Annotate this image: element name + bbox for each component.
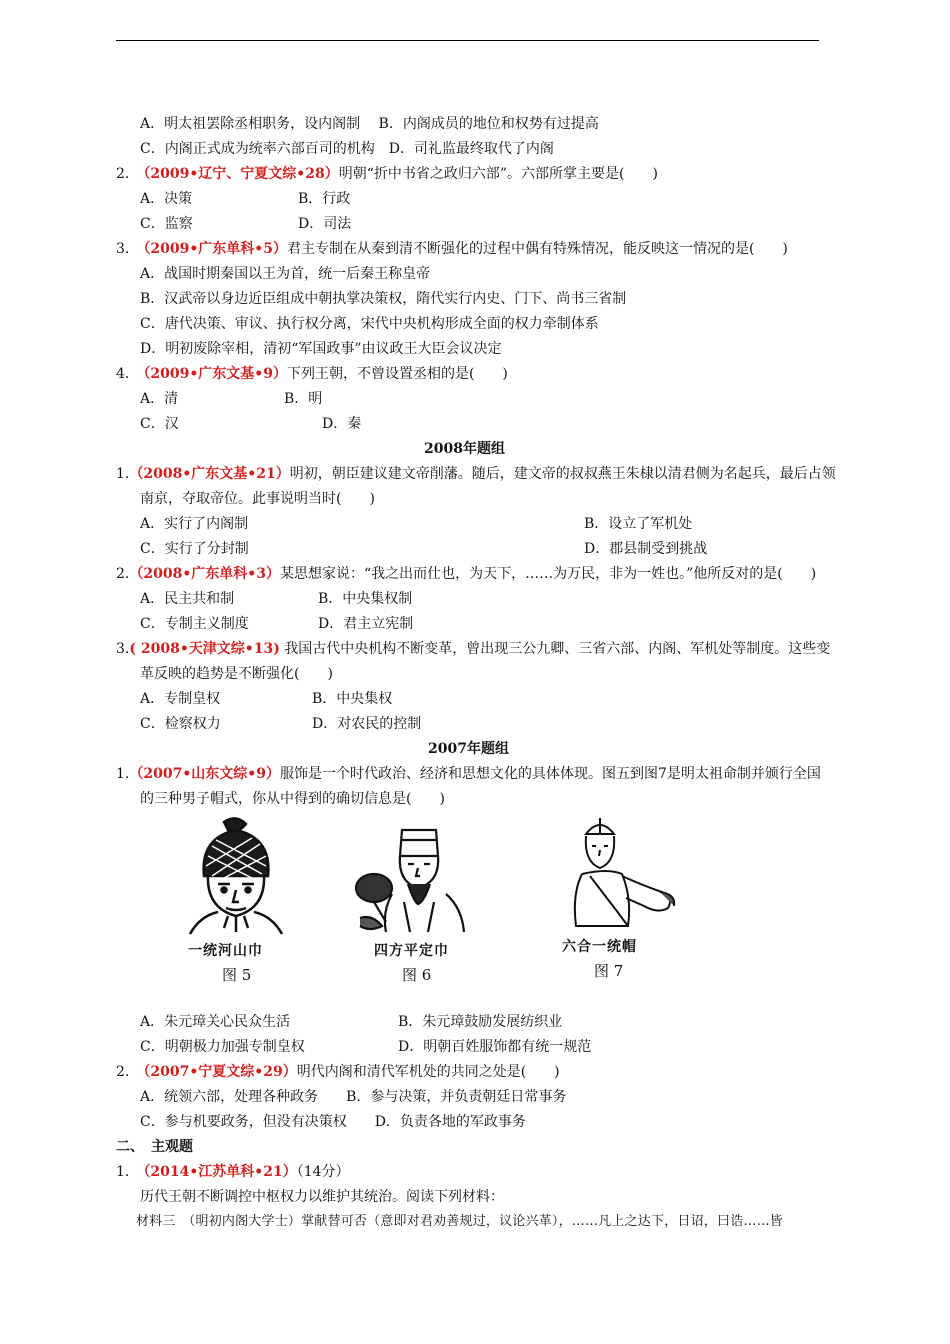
figure-7-portrait	[564, 814, 684, 932]
text-line	[116, 1137, 193, 1157]
line-text: A．统领六部，处理各种政务 B．参与决策，并负责朝廷日常事务	[140, 1089, 567, 1105]
text-line	[140, 189, 192, 209]
line-text: C．参与机要政务，但没有决策权 D．负责各地的军政事务	[140, 1114, 526, 1130]
text-line	[140, 339, 502, 359]
line-text: B．朱元璋鼓励发展纺织业	[398, 1014, 563, 1030]
text-line	[398, 1012, 562, 1032]
text-line	[318, 589, 412, 609]
question-source: （2007•山东文综•9）	[129, 766, 280, 782]
hat-figures	[170, 808, 720, 988]
line-text: 明朝“折中书省之政归六部”。六部所掌主要是( )	[338, 166, 658, 182]
line-text: 我国古代中央机构不断变革，曾出现三公九卿、三省六部、内阁、军机处等制度。这些变	[279, 641, 831, 657]
text-line	[322, 414, 361, 434]
text-line	[116, 164, 658, 184]
line-text: C．实行了分封制	[140, 541, 249, 557]
text-line	[140, 489, 375, 509]
line-text: 下列王朝，不曾设置丞相的是( )	[286, 366, 508, 382]
figure-6-label: 图 6	[402, 966, 432, 984]
line-text: 明初，朝臣建议建文帝削藩。随后，建文帝的叔叔燕王朱棣以清君侧为名起兵，最后占领	[289, 466, 836, 482]
text-line	[140, 589, 234, 609]
line-text: B．行政	[298, 191, 351, 207]
figure-6-portrait	[352, 822, 482, 934]
line-text: B．中央集权	[312, 691, 393, 707]
text-line	[140, 289, 626, 309]
line-text: A．朱元璋关心民众生活	[140, 1014, 291, 1030]
line-text: D．对农民的控制	[312, 716, 422, 732]
line-text: 南京，夺取帝位。此事说明当时( )	[140, 491, 375, 507]
line-text: C．监察	[140, 216, 193, 232]
line-text: A．实行了内阁制	[140, 516, 249, 532]
line-text: D．秦	[322, 416, 362, 432]
header-rule	[116, 40, 819, 41]
question-number: 2.	[116, 166, 144, 182]
text-line	[584, 539, 707, 559]
question-source: ( 2008•天津文综•13)	[129, 641, 280, 657]
line-text: 革反映的趋势是不断强化( )	[140, 666, 333, 682]
line-text: C．唐代决策、审议、执行权分离，宋代中央机构形成全面的权力牵制体系	[140, 316, 599, 332]
text-line	[116, 464, 836, 484]
question-number: 2.	[116, 566, 130, 582]
text-line	[116, 764, 821, 784]
text-line	[116, 364, 508, 384]
line-text: C．明朝极力加强专制皇权	[140, 1039, 305, 1055]
line-text: 的三种男子帽式，你从中得到的确切信息是( )	[140, 791, 445, 807]
question-source: （2007•宁夏文综•29）	[143, 1064, 297, 1080]
figure-5-portrait	[176, 816, 296, 936]
line-text: （14分）	[296, 1164, 350, 1180]
line-text: D．明朝百姓服饰都有统一规范	[398, 1039, 592, 1055]
question-source: （2008•广东单科•3）	[129, 566, 280, 582]
text-line	[136, 1212, 783, 1232]
text-line	[140, 714, 221, 734]
text-line	[284, 389, 322, 409]
question-number: 3.	[116, 241, 144, 257]
question-number: 4.	[116, 366, 144, 382]
line-text: 服饰是一个时代政治、经济和思想文化的具体体现。图五到图7是明太祖命制并颁行全国	[279, 766, 821, 782]
question-source: （2008•广东文基•21）	[129, 466, 290, 482]
question-source: （2009•广东单科•5）	[143, 241, 287, 257]
line-text: 材料三 （明初内阁大学士）掌献替可否（意即对君劝善规过，议论兴革），……凡上之达下，日诏，曰诰……皆	[136, 1214, 784, 1229]
text-line	[140, 539, 249, 559]
question-number: 2.	[116, 1064, 144, 1080]
text-line	[298, 189, 350, 209]
text-line	[140, 789, 445, 809]
line-text: D．君主立宪制	[318, 616, 414, 632]
text-line	[312, 689, 392, 709]
text-line	[140, 414, 179, 434]
line-text: 二、 主观题	[116, 1139, 193, 1155]
figure-5-caption: 一统河山巾	[188, 943, 263, 959]
text-line	[116, 1162, 350, 1182]
question-source: （2009•广东文基•9）	[143, 366, 287, 382]
text-line	[298, 214, 351, 234]
question-source: （2009•辽宁、宁夏文综•28）	[143, 166, 339, 182]
text-line	[140, 689, 220, 709]
figure-7-label: 图 7	[594, 962, 624, 980]
figure-7-caption: 六合一统帽	[562, 939, 637, 955]
line-text: 2008年题组	[424, 441, 505, 457]
text-line	[140, 264, 430, 284]
question-number: 1.	[116, 1164, 144, 1180]
line-text: A．民主共和制	[140, 591, 235, 607]
text-line	[424, 439, 505, 459]
line-text: C．汉	[140, 416, 179, 432]
line-text: C．专制主义制度	[140, 616, 249, 632]
text-line	[116, 239, 788, 259]
text-line	[140, 1012, 290, 1032]
line-text: 明代内阁和清代军机处的共同之处是( )	[296, 1064, 560, 1080]
text-line	[140, 1037, 305, 1057]
line-text: B．汉武帝以身边近臣组成中朝执掌决策权，隋代实行内史、门下、尚书三省制	[140, 291, 627, 307]
line-text: D．明初废除宰相，清初“军国政事”由议政王大臣会议决定	[140, 341, 502, 357]
text-line	[140, 514, 248, 534]
text-line	[140, 1187, 504, 1207]
text-line	[140, 1087, 566, 1107]
line-text: 2007年题组	[428, 741, 509, 757]
line-text: 历代王朝不断调控中枢权力以维护其统治。阅读下列材料：	[140, 1189, 504, 1205]
question-number: 1.	[116, 466, 130, 482]
text-line	[140, 314, 599, 334]
line-text: C．内阁正式成为统率六部百司的机构 D．司礼监最终取代了内阁	[140, 141, 554, 157]
line-text: 某思想家说：“我之出而仕也，为天下，……为万民，非为一姓也。”他所反对的是( )	[279, 566, 817, 582]
text-line	[140, 614, 249, 634]
line-text: B．设立了军机处	[584, 516, 693, 532]
line-text: A．专制皇权	[140, 691, 221, 707]
line-text: A．清	[140, 391, 179, 407]
text-line	[398, 1037, 591, 1057]
line-text: A．决策	[140, 191, 193, 207]
text-line	[116, 639, 830, 659]
figure-5-label: 图 5	[222, 966, 252, 984]
text-line	[140, 114, 599, 134]
text-line	[140, 139, 554, 159]
text-line	[140, 214, 193, 234]
text-line	[140, 664, 333, 684]
question-source: （2014•江苏单科•21）	[143, 1164, 297, 1180]
line-text: A．战国时期秦国以王为首，统一后秦王称皇帝	[140, 266, 431, 282]
text-line	[116, 1062, 560, 1082]
line-text: D．郡县制受到挑战	[584, 541, 708, 557]
text-line	[140, 1112, 526, 1132]
text-line	[116, 564, 816, 584]
line-text: D．司法	[298, 216, 352, 232]
text-line	[140, 389, 178, 409]
line-text: A．明太祖罢除丞相职务，设内阁制 B．内阁成员的地位和权势有过提高	[140, 116, 599, 132]
text-line	[318, 614, 413, 634]
line-text: 君主专制在从秦到清不断强化的过程中偶有特殊情况，能反映这一情况的是( )	[286, 241, 788, 257]
line-text: B．中央集权制	[318, 591, 413, 607]
text-line	[584, 514, 692, 534]
figure-6-caption: 四方平定巾	[374, 943, 449, 959]
question-number: 1.	[116, 766, 130, 782]
text-line	[312, 714, 421, 734]
question-number: 3.	[116, 641, 130, 657]
line-text: B．明	[284, 391, 323, 407]
text-line	[428, 739, 509, 759]
line-text: C．检察权力	[140, 716, 221, 732]
